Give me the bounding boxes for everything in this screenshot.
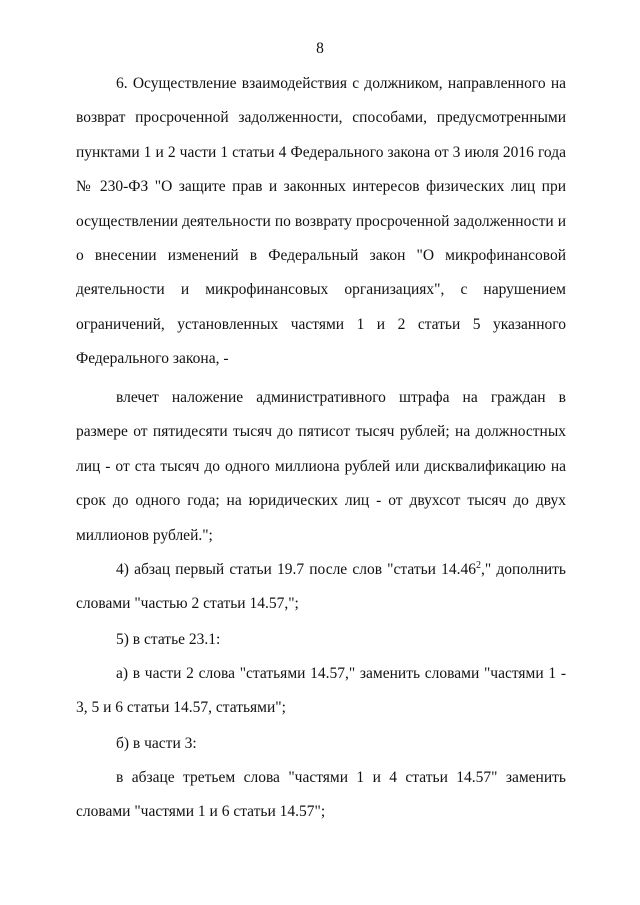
text-before-superscript: 4) абзац первый статьи 19.7 после слов "статьи 14.46 xyxy=(116,561,476,578)
paragraph-item-6 xyxy=(76,67,566,377)
paragraph-amendment-5b xyxy=(76,727,566,761)
paragraph-text: 6. Осуществление взаимодействия с должником, направленного на возврат просроченной задолженности, способами, предусмотренными пунктами 1 и 2 части 1 статьи 4 Федерального закона от 3 июля 2016 года № 230-ФЗ "О защите прав и законных интересов физических лиц при осуществлении деятельности по возврату просроченной задолженности и о внесении изменений в Федеральный закон "О микрофинансовой деятельности и микрофинансовых организациях", с нарушением ограничений, установленных частями 1 и 2 статьи 5 указанного Федерального закона, - xyxy=(76,75,566,368)
text-after-superscript: ," дополнить словами "частью 2 статьи 14.57,"; xyxy=(76,561,566,613)
superscript: 2 xyxy=(476,559,481,571)
paragraph-text: 5) в статье 23.1: xyxy=(116,631,221,648)
paragraph-amendment-5b-text xyxy=(76,761,566,830)
paragraph-text: влечет наложение административного штрафа на граждан в размере от пятидесяти тысяч до пятисот тысяч рублей; на должностных лиц - от ста тысяч до одного миллиона рублей или дисквалификацию на срок до одного года; на юридических лиц - от двухсот тысяч до двух миллионов рублей."; xyxy=(76,389,566,544)
paragraph-text xyxy=(76,553,566,622)
paragraph-amendment-5 xyxy=(76,623,566,657)
paragraph-amendment-4 xyxy=(76,553,566,622)
paragraph-amendment-5a xyxy=(76,657,566,726)
paragraph-text: а) в части 2 слова "статьями 14.57," заменить словами "частями 1 - 3, 5 и 6 статьи 14.57, статьями"; xyxy=(76,665,566,717)
paragraph-penalty xyxy=(76,381,566,553)
page-number: 8 xyxy=(316,40,324,57)
paragraph-text: б) в части 3: xyxy=(116,735,197,752)
paragraph-text: в абзаце третьем слова "частями 1 и 4 статьи 14.57" заменить словами "частями 1 и 6 статьи 14.57"; xyxy=(76,769,566,821)
